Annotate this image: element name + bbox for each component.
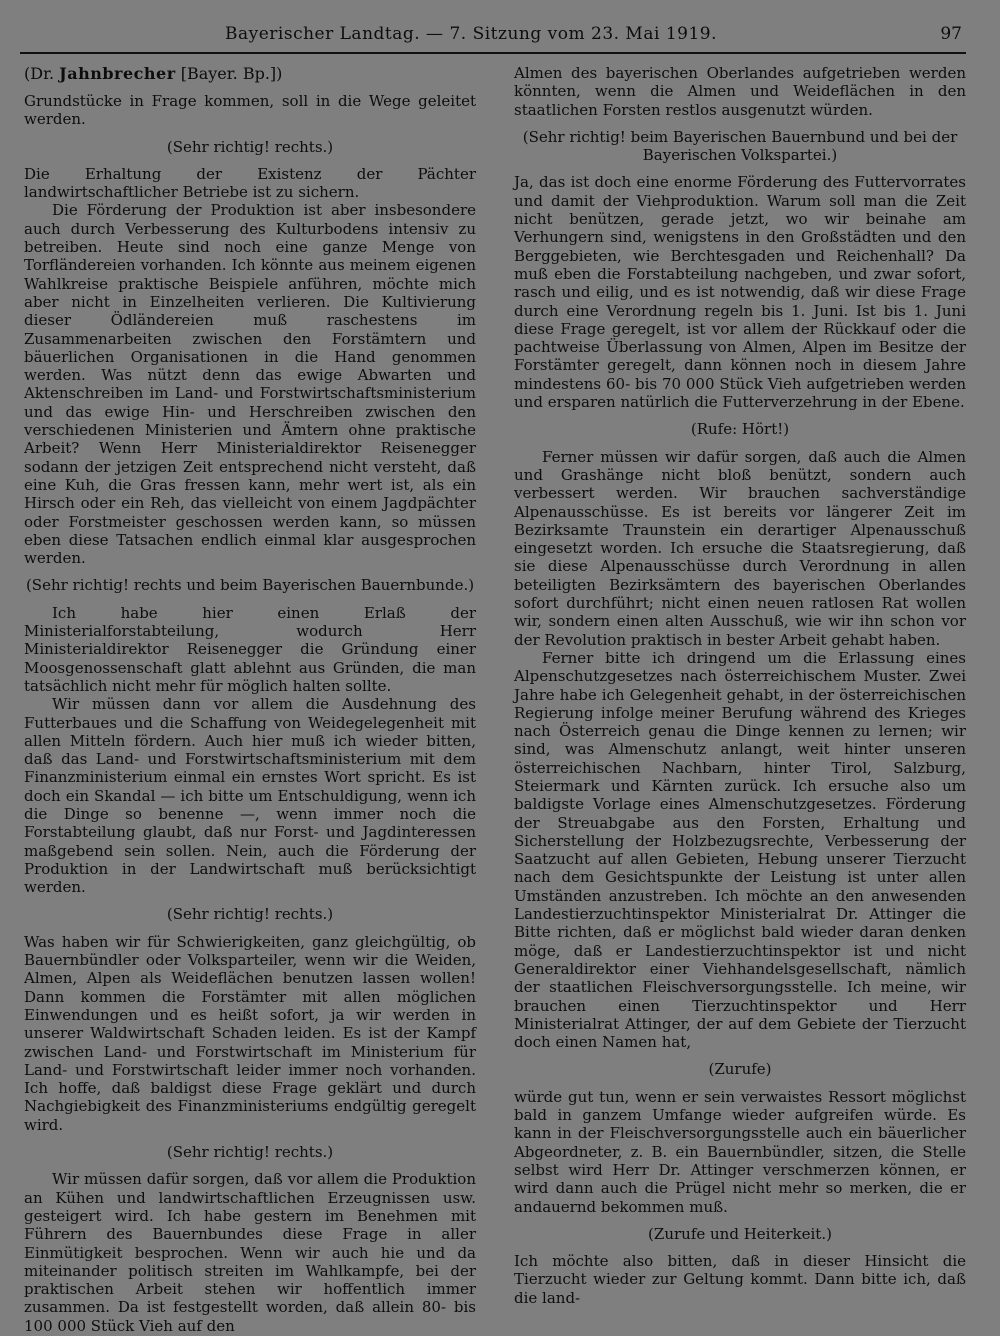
paragraph: Ferner bitte ich dringend um die Erlassung eines Alpenschutzgesetzes nach österreichischem Muster. Zwei Jahre habe ich Gelegenheit gehabt, in der österreichischen Regierung infolge meiner Berufung während des Krieges nach Österreich genau die Dinge kennen zu lernen; wir sind, was Almenschutz anlangt, weit hinter unseren österreichischen Nachbarn, hinter Tirol, Salzburg, Steiermark und Kärnten zurück. Ich ersuche also um baldigste Vorlage eines Almenschutzgesetzes. Förderung der Streuabgabe aus den Forsten, Erhaltung und Sicherstellung der Holzbezugsrechte, Verbesserung der Saatzucht auf allen Gebieten, Hebung unserer Tierzucht nach dem Gesichtspunkte der Leistung ist unter allen Umständen anzustreben. Ich möchte an den anwesenden Landestierzuchtinspektor Ministerialrat Dr. Attinger die Bitte richten, daß er möglichst bald wieder daran denken möge, daß er Landestierzuchtinspektor ist und nicht Generaldirektor einer Viehhandelsgesellschaft, nämlich der staatlichen Fleischversorgungsstelle. Ich meine, wir brauchen einen Tierzuchtinspektor und Herr Ministerialrat Attinger, der auf dem Gebiete der Tierzucht doch einen Namen hat, bbox=[514, 648, 966, 1052]
paragraph: Ich möchte also bitten, daß in dieser Hinsicht die Tierzucht wieder zur Geltung kommt. Dann bitte ich, daß die land- bbox=[514, 1252, 966, 1307]
paragraph: Wir müssen dafür sorgen, daß vor allem die Produktion an Kühen und landwirtschaftlichen Erzeugnissen usw. gesteigert wird. Ich habe gestern im Benehmen mit Führern des Bauernbundes diese Frage in aller Einmütigkeit besprochen. Wenn wir auch hie und da miteinander politisch streiten im Wahlkampfe, bei der praktischen Arbeit stehen wir hoffentlich immer zusammen. Da ist festgestellt worden, daß allein 80- bis 100 000 Stück Vieh auf den bbox=[24, 1170, 476, 1335]
speaker-party: [Bayer. Bp.]) bbox=[180, 64, 283, 83]
interjection: (Zurufe und Heiterkeit.) bbox=[648, 1224, 832, 1243]
paragraph: Ferner müssen wir dafür sorgen, daß auch die Almen und Grashänge nicht bloß benützt, sondern auch verbessert werden. Wir brauchen sachverständige Alpenausschüsse. Es ist bereits vor längerer Zeit im Bezirksamte Traunstein ein derartiger Alpenausschuß eingesetzt worden. Ich ersuche die Staatsregierung, daß sie diese Alpenausschüsse durch Verordnung in allen beteiligten Bezirksämtern des bayerischen Oberlandes sofort durchführt; nicht einen neuen ratlosen Rat wollen wir, sondern einen alten Ausschuß, wie wir ihn schon vor der Revolution praktisch in bester Arbeit gehabt haben. bbox=[514, 447, 966, 649]
left-column bbox=[24, 64, 476, 1335]
interjection: (Sehr richtig! rechts und beim Bayerischen Bauernbunde.) bbox=[25, 576, 475, 595]
header-rule bbox=[20, 52, 966, 54]
paragraph: Was haben wir für Schwierigkeiten, ganz gleichgültig, ob Bauernbündler oder Volksparteiler, wenn wir die Weiden, Almen, Alpen als Weideflächen benutzen lassen wollen! Dann kommen die Forstämter mit allen möglichen Einwendungen und es heißt sofort, ja wir werden in unserer Waldwirtschaft Schaden leiden. Es ist der Kampf zwischen Land- und Forstwirtschaft im Ministerium für Land- und Forstwirtschaft leider immer noch vorhanden. Ich hoffe, daß baldigst diese Frage geklärt und durch Nachgiebigkeit des Finanzministeriums endgültig geregelt wird. bbox=[24, 932, 476, 1134]
paragraph: Almen des bayerischen Oberlandes aufgetrieben werden könnten, wenn die Almen und Weideflächen in den staatlichen Forsten restlos ausgenutzt würden. bbox=[514, 64, 966, 119]
interjection: (Sehr richtig! rechts.) bbox=[166, 1143, 334, 1162]
interjection: (Sehr richtig! beim Bayerischen Bauernbund und bei der Bayerischen Volkspartei.) bbox=[522, 127, 958, 165]
speaker-name: Jahnbrecher bbox=[59, 64, 176, 83]
speaker-title: (Dr. bbox=[24, 64, 55, 83]
paragraph: würde gut tun, wenn er sein verwaistes Ressort möglichst bald in ganzem Umfange wieder aufgreifen würde. Es kann in der Fleischversorgungsstelle auch ein bäuerlicher Abgeordneter, z. B. ein Bauernbündler, sitzen, die Stelle selbst wird Herr Dr. Attinger verschmerzen können, er wird dann auch die Prügel nicht mehr so merken, die er andauernd bekommen muß. bbox=[514, 1087, 966, 1216]
running-header bbox=[20, 24, 962, 50]
interjection: (Zurufe) bbox=[708, 1060, 772, 1079]
speaker-line bbox=[24, 64, 476, 84]
paragraph: Ja, das ist doch eine enorme Förderung des Futtervorrates und damit der Viehproduktion. Warum soll man die Zeit nicht benützen, gerade jetzt, wo wir beinahe am Verhungern sind, wenigstens in den Großstädten und den Berggebieten, wie Berchtesgaden und Reichenhall? Da muß eben die Forstabteilung nachgeben, und zwar sofort, rasch und eilig, und es ist notwendig, daß wir diese Frage durch eine Verordnung regeln bis 1. Juni. Ist bis 1. Juni diese Frage geregelt, ist vor allem der Rückkauf oder die pachtweise Überlassung von Almen, Alpen im Besitze der Forstämter geregelt, dann können noch in diesem Jahre mindestens 60- bis 70 000 Stück Vieh aufgetrieben werden und ersparen natürlich die Futterverzehrung in der Ebene. bbox=[514, 173, 966, 412]
paragraph: Wir müssen dann vor allem die Ausdehnung des Futterbaues und die Schaffung von Weidegelegenheit mit allen Mitteln fördern. Auch hier muß ich wieder bitten, daß das Land- und Forstwirtschaftsministerium mit dem Finanzministerium einmal ein ernstes Wort spricht. Es ist doch ein Skandal — ich bitte um Entschuldigung, wenn ich die Dinge so benenne —, wenn immer noch die Forstabteilung glaubt, daß nur Forst- und Jagdinteressen maßgebend sein sollen. Nein, auch die Förderung der Produktion in der Landwirtschaft muß berücksichtigt werden. bbox=[24, 695, 476, 897]
interjection: (Sehr richtig! rechts.) bbox=[166, 137, 334, 156]
page-number: 97 bbox=[940, 24, 962, 44]
paragraph: Ich habe hier einen Erlaß der Ministerialforstabteilung, wodurch Herr Ministerialdirektor Reisenegger die Gründung einer Moosgenossenschaft glatt ablehnt aus Gründen, die man tatsächlich nicht mehr für möglich halten sollte. bbox=[24, 603, 476, 695]
interjection: (Sehr richtig! rechts.) bbox=[166, 905, 334, 924]
interjection: (Rufe: Hört!) bbox=[690, 420, 790, 439]
paragraph: Die Förderung der Produktion ist aber insbesondere auch durch Verbesserung des Kulturbodens intensiv zu betreiben. Heute sind noch eine ganze Menge von Torfländereien vorhanden. Ich könnte aus meinem eigenen Wahlkreise praktische Beispiele anführen, möchte mich aber nicht in Einzelheiten verlieren. Die Kultivierung dieser Ödländereien muß raschestens im Zusammenarbeiten zwischen den Forstämtern und bäuerlichen Organisationen in die Hand genommen werden. Was nützt denn das ewige Abwarten und Aktenschreiben im Land- und Forstwirtschaftsministerium und das ewige Hin- und Herschreiben zwischen den verschiedenen Ministerien und Ämtern ohne praktische Arbeit? Wenn Herr Ministerialdirektor Reisenegger sodann der jetzigen Zeit entsprechend nicht versteht, daß eine Kuh, die Gras fressen kann, mehr wert ist, als ein Hirsch oder ein Reh, das vielleicht von einem Jagdpächter oder Forstmeister geschossen werden kann, so müssen eben diese Tatsachen endlich einmal klar ausgesprochen werden. bbox=[24, 201, 476, 568]
paragraph: Die Erhaltung der Existenz der Pächter landwirtschaftlicher Betriebe ist zu sichern. bbox=[24, 164, 476, 202]
header-title: Bayerischer Landtag. — 7. Sitzung vom 23. Mai 1919. bbox=[225, 24, 717, 44]
paragraph: Grundstücke in Frage kommen, soll in die Wege geleitet werden. bbox=[24, 92, 476, 129]
right-column bbox=[514, 64, 966, 1307]
